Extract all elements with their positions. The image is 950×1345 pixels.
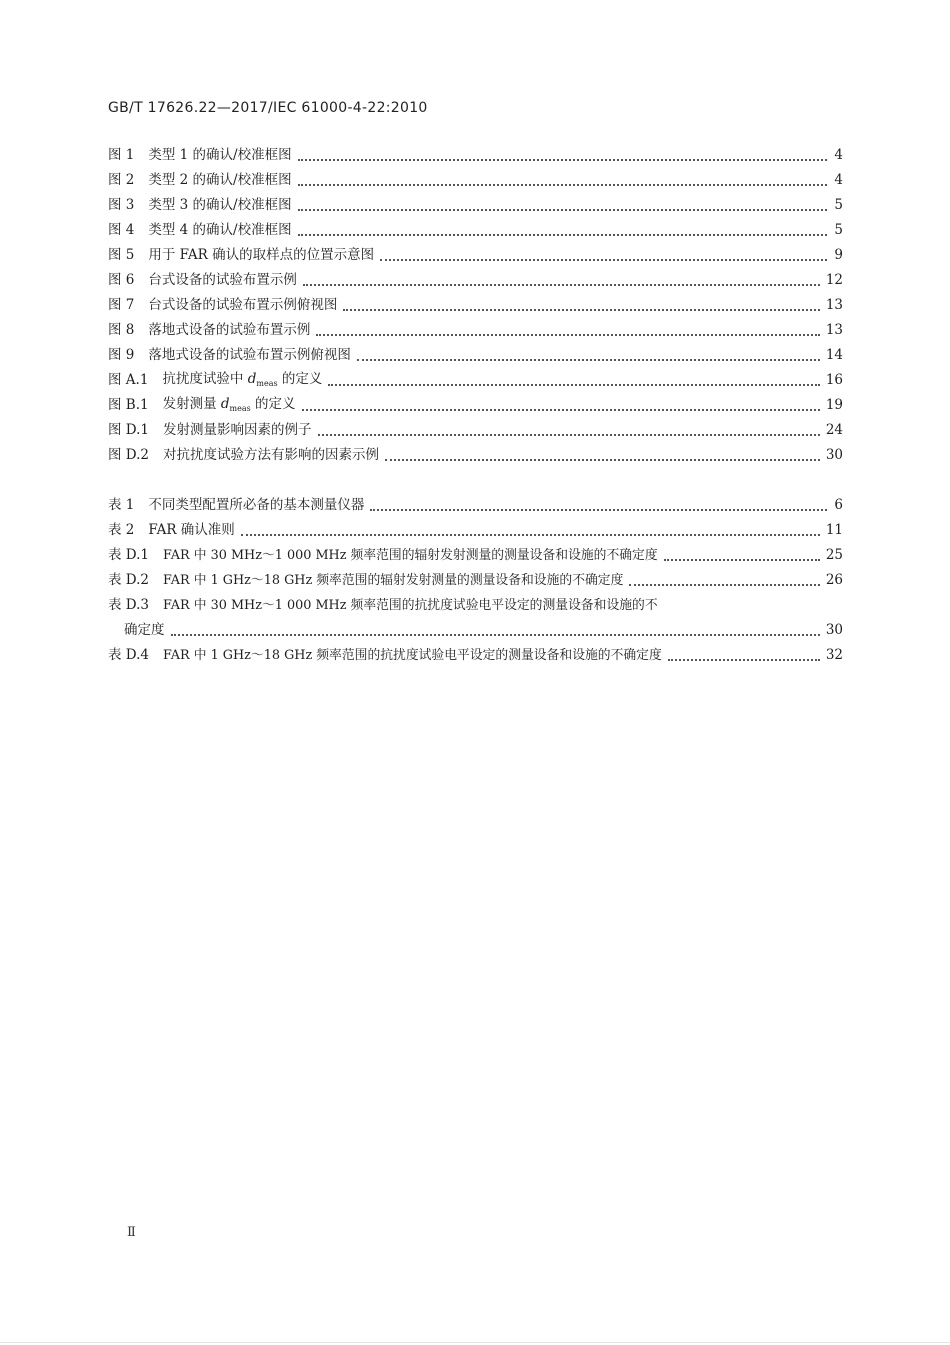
dot-leader: [629, 584, 819, 586]
entry-label: 图 A.1: [108, 372, 149, 388]
entry-title: 发射测量影响因素的例子: [163, 422, 312, 438]
toc-entry-table-d3[interactable]: [108, 593, 843, 618]
toc-entry-figure-d2[interactable]: [108, 443, 843, 468]
dot-leader: [343, 309, 819, 311]
entry-label: 图 3: [108, 197, 135, 213]
toc-entry-figure-9[interactable]: [108, 343, 843, 368]
toc-entry-table-d2[interactable]: [108, 568, 843, 593]
toc-entry-table-d1[interactable]: [108, 543, 843, 568]
toc-entry-figure-a1[interactable]: [108, 368, 843, 393]
math-symbol: d: [220, 396, 230, 412]
dot-leader: [298, 159, 827, 161]
entry-page: 30: [825, 622, 843, 638]
dot-leader: [664, 559, 820, 561]
entry-label: 图 5: [108, 247, 135, 263]
entry-page: 9: [834, 247, 843, 263]
page-number: Ⅱ: [127, 1225, 136, 1240]
entry-page: 16: [825, 372, 843, 388]
figure-list: [108, 143, 843, 468]
entry-page: 24: [825, 422, 843, 438]
entry-title: 用于 FAR 确认的取样点的位置示意图: [148, 247, 375, 263]
dot-leader: [241, 534, 820, 536]
dot-leader: [318, 434, 820, 436]
entry-page: 30: [825, 447, 843, 463]
toc-entry-table-d4[interactable]: [108, 643, 843, 668]
entry-page: 4: [834, 147, 843, 163]
page-edge-divider: [0, 1342, 950, 1343]
entry-page: 14: [825, 347, 843, 363]
math-symbol: d: [247, 371, 257, 387]
entry-title: FAR 中 1 GHz～18 GHz 频率范围的辐射发射测量的测量设备和设施的不确定度: [163, 573, 624, 588]
entry-title: [162, 367, 322, 393]
entry-label: 图 6: [108, 272, 135, 288]
toc-entry-figure-d1[interactable]: [108, 418, 843, 443]
entry-label: 表 D.3: [108, 597, 150, 613]
entry-page: 26: [825, 572, 843, 588]
toc-entry-figure-4[interactable]: [108, 218, 843, 243]
dot-leader: [298, 209, 827, 211]
math-subscript: meas: [229, 404, 251, 413]
entry-title: 对抗扰度试验方法有影响的因素示例: [163, 447, 380, 463]
dot-leader: [668, 659, 820, 661]
entry-page: 32: [825, 647, 843, 663]
entry-label: 图 B.1: [108, 397, 149, 413]
entry-title: FAR 中 30 MHz～1 000 MHz 频率范围的辐射发射测量的测量设备和设施的不确定度: [163, 548, 658, 563]
entry-label: 表 D.2: [108, 572, 150, 588]
entry-label: 图 7: [108, 297, 135, 313]
toc-entry-figure-6[interactable]: [108, 268, 843, 293]
entry-title-end: 的定义: [281, 371, 323, 387]
dot-leader: [171, 634, 820, 636]
dot-leader: [328, 384, 819, 386]
entry-title: FAR 中 1 GHz～18 GHz 频率范围的抗扰度试验电平设定的测量设备和设施的不确定度: [163, 648, 662, 663]
entry-page: 5: [834, 222, 843, 238]
entry-title: FAR 中 30 MHz～1 000 MHz 频率范围的抗扰度试验电平设定的测量设备和设施的不: [163, 598, 658, 613]
entry-page: 25: [825, 547, 843, 563]
dot-leader: [380, 259, 827, 261]
entry-label: 图 8: [108, 322, 135, 338]
entry-label: 图 D.2: [108, 447, 150, 463]
entry-label: 图 D.1: [108, 422, 150, 438]
toc-entry-figure-b1[interactable]: [108, 393, 843, 418]
entry-page: 4: [834, 172, 843, 188]
entry-title: 类型 1 的确认/校准框图: [148, 147, 292, 163]
entry-title-start: 发射测量: [162, 396, 217, 412]
dot-leader: [370, 509, 827, 511]
entry-page: 5: [834, 197, 843, 213]
entry-title: [163, 392, 296, 418]
entry-title: 台式设备的试验布置示例俯视图: [148, 297, 338, 313]
toc-entry-figure-5[interactable]: [108, 243, 843, 268]
entry-label: 图 1: [108, 147, 135, 163]
entry-page: 13: [825, 297, 843, 313]
entry-title: 落地式设备的试验布置示例: [148, 322, 311, 338]
dot-leader: [298, 234, 827, 236]
dot-leader: [298, 184, 827, 186]
table-list: [108, 493, 843, 668]
entry-label: 图 9: [108, 347, 135, 363]
entry-label: 图 2: [108, 172, 135, 188]
toc-entry-table-2[interactable]: [108, 518, 843, 543]
entry-title: 类型 2 的确认/校准框图: [148, 172, 292, 188]
entry-label: 表 2: [108, 522, 135, 538]
entry-page: 12: [825, 272, 843, 288]
dot-leader: [357, 359, 820, 361]
entry-title-start: 抗扰度试验中: [162, 371, 244, 387]
dot-leader: [302, 409, 820, 411]
entry-title-end: 的定义: [255, 396, 296, 412]
dot-leader: [303, 284, 820, 286]
toc-entry-table-d3-continued[interactable]: [108, 618, 843, 643]
entry-title: 台式设备的试验布置示例: [148, 272, 297, 288]
toc-entry-figure-1[interactable]: [108, 143, 843, 168]
entry-title-continued: 确定度: [124, 622, 165, 638]
entry-page: 11: [825, 522, 843, 538]
toc-entry-figure-2[interactable]: [108, 168, 843, 193]
entry-title: FAR 确认准则: [148, 522, 235, 538]
entry-page: 13: [825, 322, 843, 338]
entry-label: 表 1: [108, 497, 135, 513]
toc-entry-figure-8[interactable]: [108, 318, 843, 343]
toc-entry-figure-3[interactable]: [108, 193, 843, 218]
entry-label: 表 D.1: [108, 547, 150, 563]
toc-entry-figure-7[interactable]: [108, 293, 843, 318]
entry-title: 类型 3 的确认/校准框图: [148, 197, 292, 213]
standard-header: GB/T 17626.22—2017/IEC 61000-4-22:2010: [108, 100, 428, 116]
entry-label: 图 4: [108, 222, 135, 238]
dot-leader: [316, 334, 819, 336]
dot-leader: [385, 459, 820, 461]
entry-label: 表 D.4: [108, 647, 150, 663]
entry-page: 19: [825, 397, 843, 413]
entry-title: 落地式设备的试验布置示例俯视图: [148, 347, 351, 363]
entry-title: 类型 4 的确认/校准框图: [148, 222, 292, 238]
entry-title: 不同类型配置所必备的基本测量仪器: [148, 497, 365, 513]
entry-page: 6: [834, 497, 843, 513]
math-subscript: meas: [256, 379, 278, 388]
toc-entry-table-1[interactable]: [108, 493, 843, 518]
